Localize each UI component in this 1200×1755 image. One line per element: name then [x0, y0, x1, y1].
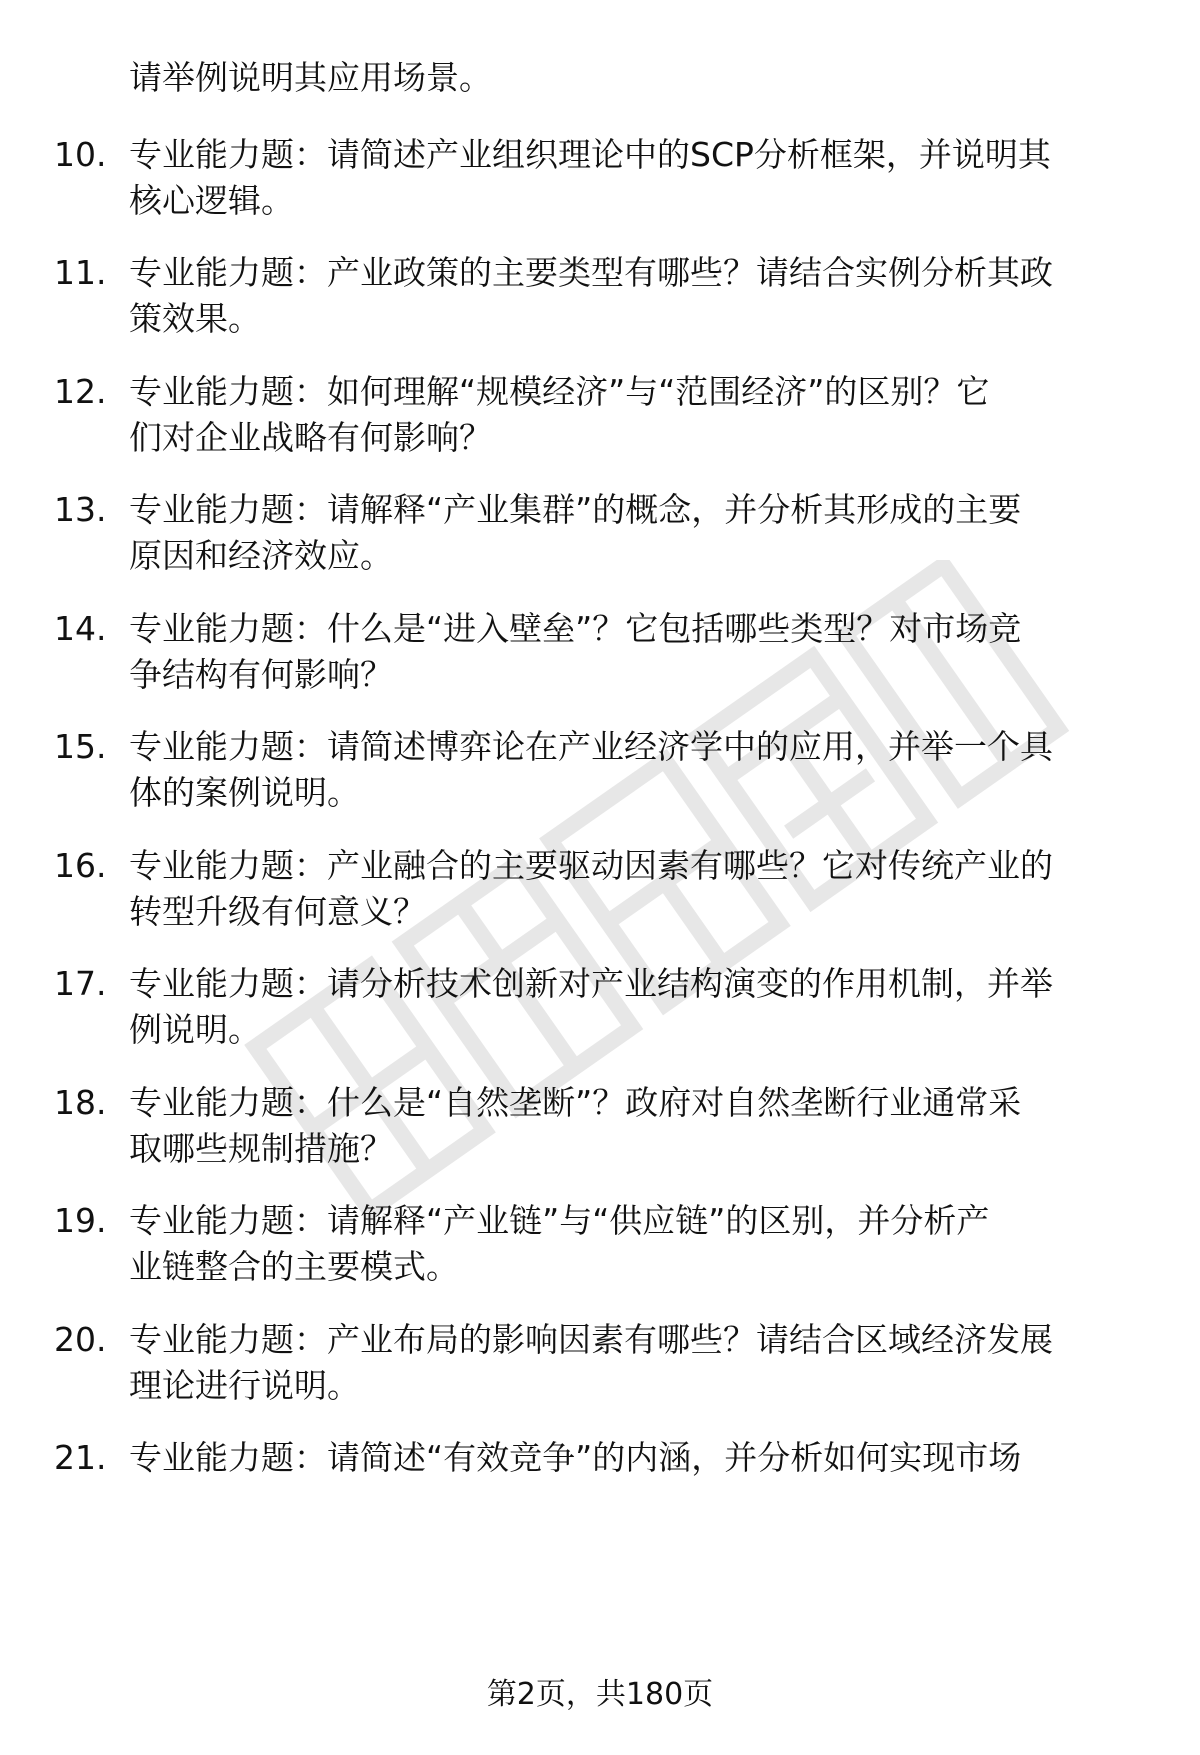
question-line: 专业能力题：如何理解“规模经济”与“范围经济”的区别？它: [129, 372, 990, 411]
question-text: [129, 1080, 1139, 1172]
question-line: 争结构有何影响？: [129, 655, 393, 694]
question-number: 16.: [54, 846, 107, 885]
question-text: [129, 606, 1139, 698]
question-text: [129, 369, 1139, 461]
question-line: 专业能力题：什么是“自然垄断”？政府对自然垄断行业通常采: [129, 1083, 1022, 1122]
question-number: 20.: [54, 1320, 107, 1359]
question-line: 体的案例说明。: [129, 773, 360, 812]
question-number: 13.: [54, 490, 107, 529]
question-line: 专业能力题：请简述产业组织理论中的SCP分析框架，并说明其: [129, 135, 1051, 174]
question-line: 专业能力题：请简述博弈论在产业经济学中的应用，并举一个具: [129, 727, 1053, 766]
question-line: 例说明。: [129, 1010, 261, 1049]
question-text: [129, 250, 1139, 342]
question-number: 12.: [54, 372, 107, 411]
question-text: [129, 1435, 1139, 1481]
question-number: 17.: [54, 964, 107, 1003]
page-footer: 第2页，共180页: [486, 1677, 714, 1712]
question-number: 11.: [54, 253, 107, 292]
question-line: 原因和经济效应。: [129, 536, 393, 575]
question-text: [129, 132, 1139, 224]
question-line: 专业能力题：请分析技术创新对产业结构演变的作用机制，并举: [129, 964, 1053, 1003]
question-line: 专业能力题：请解释“产业集群”的概念，并分析其形成的主要: [129, 490, 1022, 529]
question-line: 理论进行说明。: [129, 1366, 360, 1405]
question-text: [129, 961, 1139, 1053]
question-line: 专业能力题：产业布局的影响因素有哪些？请结合区域经济发展: [129, 1320, 1053, 1359]
question-text: [129, 843, 1139, 935]
question-line: 专业能力题：请解释“产业链”与“供应链”的区别，并分析产: [129, 1201, 990, 1240]
question-number: 10.: [54, 135, 107, 174]
question-line: 取哪些规制措施？: [129, 1129, 393, 1168]
question-line: 专业能力题：产业政策的主要类型有哪些？请结合实例分析其政: [129, 253, 1053, 292]
question-text: [129, 1198, 1139, 1290]
question-text: [129, 724, 1139, 816]
question-text: [129, 487, 1139, 579]
question-line: 转型升级有何意义？: [129, 892, 426, 931]
question-line: 策效果。: [129, 299, 261, 338]
question-number: 14.: [54, 609, 107, 648]
question-line: 核心逻辑。: [129, 181, 294, 220]
question-text: [129, 1317, 1139, 1409]
question-number: 19.: [54, 1201, 107, 1240]
question-number: 18.: [54, 1083, 107, 1122]
question-number: 21.: [54, 1438, 107, 1477]
question-line: 业链整合的主要模式。: [129, 1247, 459, 1286]
question-line: 们对企业战略有何影响？: [129, 418, 492, 457]
question-line: 专业能力题：产业融合的主要驱动因素有哪些？它对传统产业的: [129, 846, 1053, 885]
question-line: 专业能力题：什么是“进入壁垒”？它包括哪些类型？对市场竞: [129, 609, 1022, 648]
question-line: 专业能力题：请简述“有效竞争”的内涵，并分析如何实现市场: [129, 1438, 1022, 1477]
continuation-line: 请举例说明其应用场景。: [129, 58, 492, 97]
question-number: 15.: [54, 727, 107, 766]
